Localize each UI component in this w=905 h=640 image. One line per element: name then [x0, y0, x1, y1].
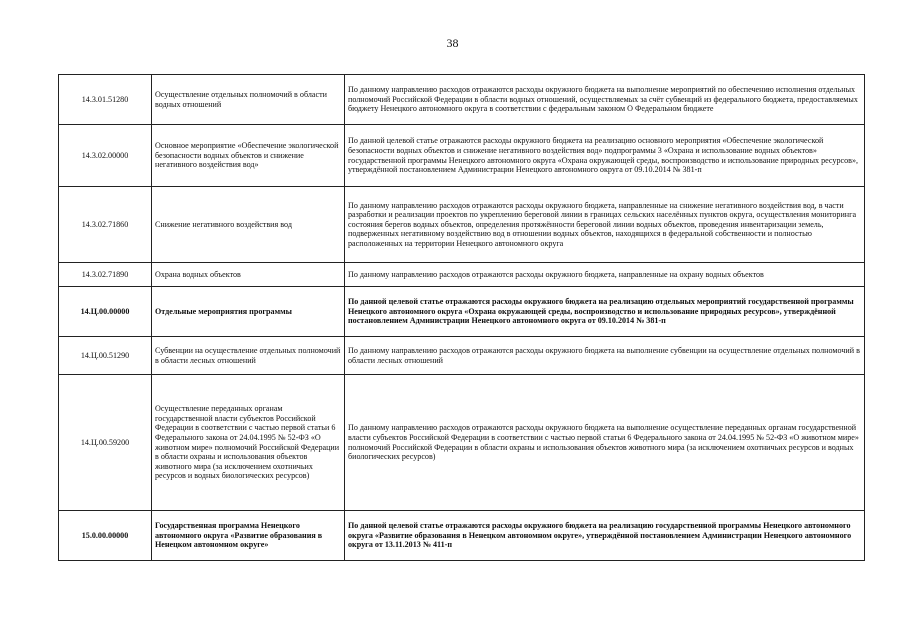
table-row — [59, 511, 865, 561]
target-article-title: Охрана водных объектов — [152, 263, 345, 287]
target-article-code: 14.Ц.00.59200 — [59, 375, 152, 511]
target-article-title: Осуществление переданных органам государственной власти субъектов Российской Федерации в соответствии с частью первой статьи 6 Федерального закона от 24.04.1995 № 52-ФЗ «О животном мире» полномочий Российской Федерации в области охраны и использования объектов животного мира (за исключением охотничьих ресурсов и водных биологических ресурсов) — [152, 375, 345, 511]
target-article-code: 14.Ц.00.00000 — [59, 287, 152, 337]
page-number: 38 — [446, 36, 459, 50]
target-article-title: Субвенции на осуществление отдельных полномочий в области лесных отношений — [152, 337, 345, 375]
target-article-title: Снижение негативного воздействия вод — [152, 187, 345, 263]
target-article-title: Отдельные мероприятия программы — [152, 287, 345, 337]
table-row — [59, 263, 865, 287]
target-article-code: 15.0.00.00000 — [59, 511, 152, 561]
target-article-title: Осуществление отдельных полномочий в области водных отношений — [152, 75, 345, 125]
table-row — [59, 287, 865, 337]
target-article-title: Основное мероприятие «Обеспечение экологической безопасности водных объектов и снижение негативного воздействия вод» — [152, 125, 345, 187]
table-row — [59, 125, 865, 187]
budget-classification-table — [58, 74, 865, 561]
target-article-description: По данной целевой статье отражаются расходы окружного бюджета на реализацию отдельных мероприятий государственной программы Ненецкого автономного округа «Охрана окружающей среды, воспроизводство и использование природных ресурсов», утверждённой постановлением Администрации Ненецкого автономного округа от 09.10.2014 № 381-п — [345, 287, 865, 337]
table-row — [59, 187, 865, 263]
table-row — [59, 337, 865, 375]
target-article-description: По данному направлению расходов отражаются расходы окружного бюджета на выполнение мероприятий по обеспечению исполнения отдельных полномочий Российской Федерации в области водных отношений, осуществляемых за счёт субвенций из федерального бюджета, предоставляемых бюджету Ненецкого автономного округа в соответствии с федеральным законом О Федеральном бюджете — [345, 75, 865, 125]
target-article-description: По данному направлению расходов отражаются расходы окружного бюджета на выполнение субвенции на осуществление отдельных полномочий в области лесных отношений — [345, 337, 865, 375]
target-article-description: По данной целевой статье отражаются расходы окружного бюджета на реализацию государственной программы Ненецкого автономного округа «Развитие образования в Ненецком автономном округе», утверждённой постановлением Администрации Ненецкого автономного округа от 13.11.2013 № 411-п — [345, 511, 865, 561]
target-article-description: По данному направлению расходов отражаются расходы окружного бюджета, направленные на снижение негативного воздействия вод, в части разработки и реализации проектов по укреплению береговой линии в границах сельских населённых пунктов округа, осуществления мониторинга состояния берегов водных объектов, определения протяжённости береговой линии водных объектов, проведения инвентаризации земель, подверженных негативному воздействию вод в отношении водных объектов, находящихся в федеральной собственности и полностью расположенных на территории Ненецкого автономного округа — [345, 187, 865, 263]
table-row — [59, 375, 865, 511]
target-article-code: 14.3.01.51280 — [59, 75, 152, 125]
target-article-description: По данному направлению расходов отражаются расходы окружного бюджета, направленные на охрану водных объектов — [345, 263, 865, 287]
target-article-code: 14.3.02.00000 — [59, 125, 152, 187]
target-article-code: 14.3.02.71890 — [59, 263, 152, 287]
target-article-description: По данному направлению расходов отражаются расходы окружного бюджета на выполнение осуществление переданных органам государственной власти субъектов Российской Федерации в соответствии с частью первой статьи 6 Федерального закона от 24.04.1995 № 52-ФЗ «О животном мире» полномочий Российской Федерации в области охраны и использования объектов животного мира (за исключением охотничьих ресурсов и водных биологических ресурсов) — [345, 375, 865, 511]
table-row — [59, 75, 865, 125]
target-article-title: Государственная программа Ненецкого автономного округа «Развитие образования в Ненецком автономном округе» — [152, 511, 345, 561]
target-article-description: По данной целевой статье отражаются расходы окружного бюджета на реализацию основного мероприятия «Обеспечение экологической безопасности водных объектов и снижение негативного воздействия вод» подпрограммы 3 «Охрана и использование водных объектов» государственной программы Ненецкого автономного округа «Охрана окружающей среды, воспроизводство и использование природных ресурсов», утверждённой постановлением Администрации Ненецкого автономного округа от 09.10.2014 № 381-п — [345, 125, 865, 187]
target-article-code: 14.Ц.00.51290 — [59, 337, 152, 375]
target-article-code: 14.3.02.71860 — [59, 187, 152, 263]
